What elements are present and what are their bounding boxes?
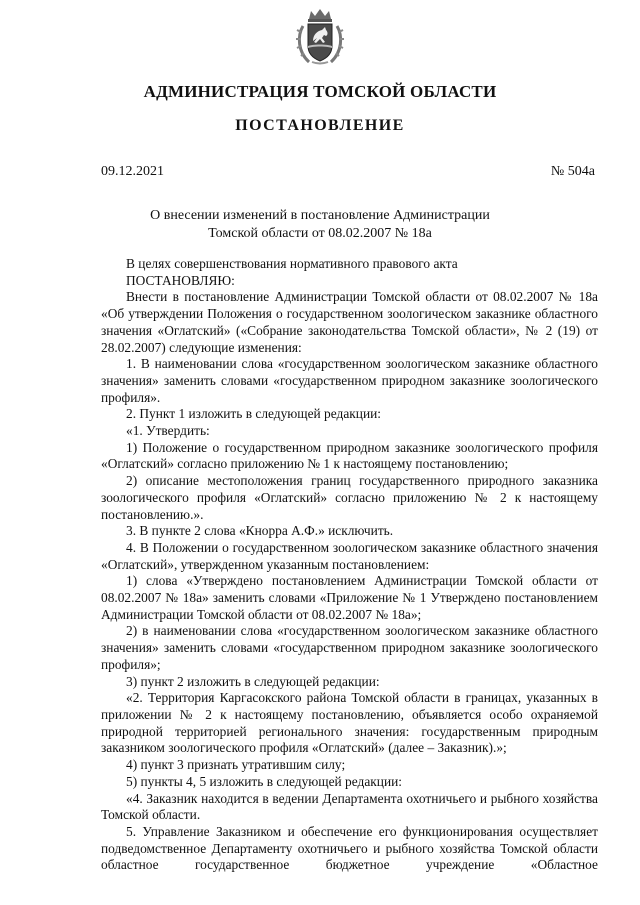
document-type: ПОСТАНОВЛЕНИЕ: [235, 117, 405, 134]
paragraph-clause-4: «4. Заказник находится в ведении Департамента охотничьего и рыбного хозяйства Томской области.: [101, 790, 598, 823]
paragraph-approve-2: 2) описание местоположения границ государственного природного заказника зоологического профиля «Оглатский» согласно приложению № 2 к настоящему постановлению.».: [101, 473, 598, 522]
coat-of-arms-icon: [295, 8, 345, 66]
paragraph-amend-intro: Внести в постановление Администрации Томской области от 08.02.2007 № 18а «Об утверждении Положения о государственном зоологическом заказнике областного значения «Оглатский» («Собрание законодательства Томской области», № 2 (19) от 28.02.2007) следующие изменения:: [101, 289, 598, 355]
document-number: № 504а: [550, 164, 595, 179]
paragraph-item-3: 3. В пункте 2 слова «Кнорра А.Ф.» исключить.: [126, 523, 394, 539]
paragraph-sub-4: 4) пункт 3 признать утратившим силу;: [126, 757, 346, 773]
paragraph-clause-5: 5. Управление Заказником и обеспечение его функционирования осуществляет подведомственное Департаменту охотничьего и рыбного хозяйства Томской области областное государственное бюджетное учреждение «Областное: [101, 823, 598, 873]
paragraph-resolve: ПОСТАНОВЛЯЮ:: [126, 272, 235, 288]
paragraph-clause-2: «2. Территория Каргасокского района Томской области в границах, указанных в приложении № 2 к настоящему постановлению, объявляется особо охраняемой природной территорией регионального значения: государственным природным заказником зоологического профиля «Оглатский» (далее – Заказник).»;: [101, 690, 598, 756]
subject-line-2: Томской области от 08.02.2007 № 18а: [208, 226, 432, 241]
paragraph-sub-5: 5) пункты 4, 5 изложить в следующей редакции:: [126, 773, 402, 789]
paragraph-item-4: 4. В Положении о государственном зоологическом заказнике областного значения «Оглатский», утвержденном указанным постановлением:: [101, 539, 598, 572]
organization-title: АДМИНИСТРАЦИЯ ТОМСКОЙ ОБЛАСТИ: [143, 82, 497, 101]
paragraph-sub-2: 2) в наименовании слова «государственном зоологическом заказнике областного значения» заменить словами «государственном природном заказнике зоологического профиля»;: [101, 623, 598, 672]
paragraph-sub-3: 3) пункт 2 изложить в следующей редакции:: [126, 673, 380, 689]
document-body: [101, 256, 598, 874]
subject-line-1: О внесении изменений в постановление Администрации: [150, 208, 490, 223]
paragraph-item-1: 1. В наименовании слова «государственном зоологическом заказнике областного значения» заменить словами «государственном природном заказнике зоологического профиля».: [101, 356, 598, 405]
paragraph-approve-1: 1) Положение о государственном природном заказнике зоологического профиля «Оглатский» согласно приложению № 1 к настоящему постановлению;: [101, 439, 598, 472]
paragraph-sub-1: 1) слова «Утверждено постановлением Администрации Томской области от 08.02.2007 № 18а» заменить словами «Приложение № 1 Утверждено постановлением Администрации Томской области от 08.02.2007 № 18а»;: [101, 573, 598, 622]
document-subject: [0, 207, 640, 243]
paragraph-item-2: 2. Пункт 1 изложить в следующей редакции:: [126, 406, 382, 422]
paragraph-approve: «1. Утвердить:: [126, 423, 210, 439]
document-date: 09.12.2021: [101, 164, 164, 179]
paragraph-preamble: В целях совершенствования нормативного правового акта: [126, 256, 458, 271]
